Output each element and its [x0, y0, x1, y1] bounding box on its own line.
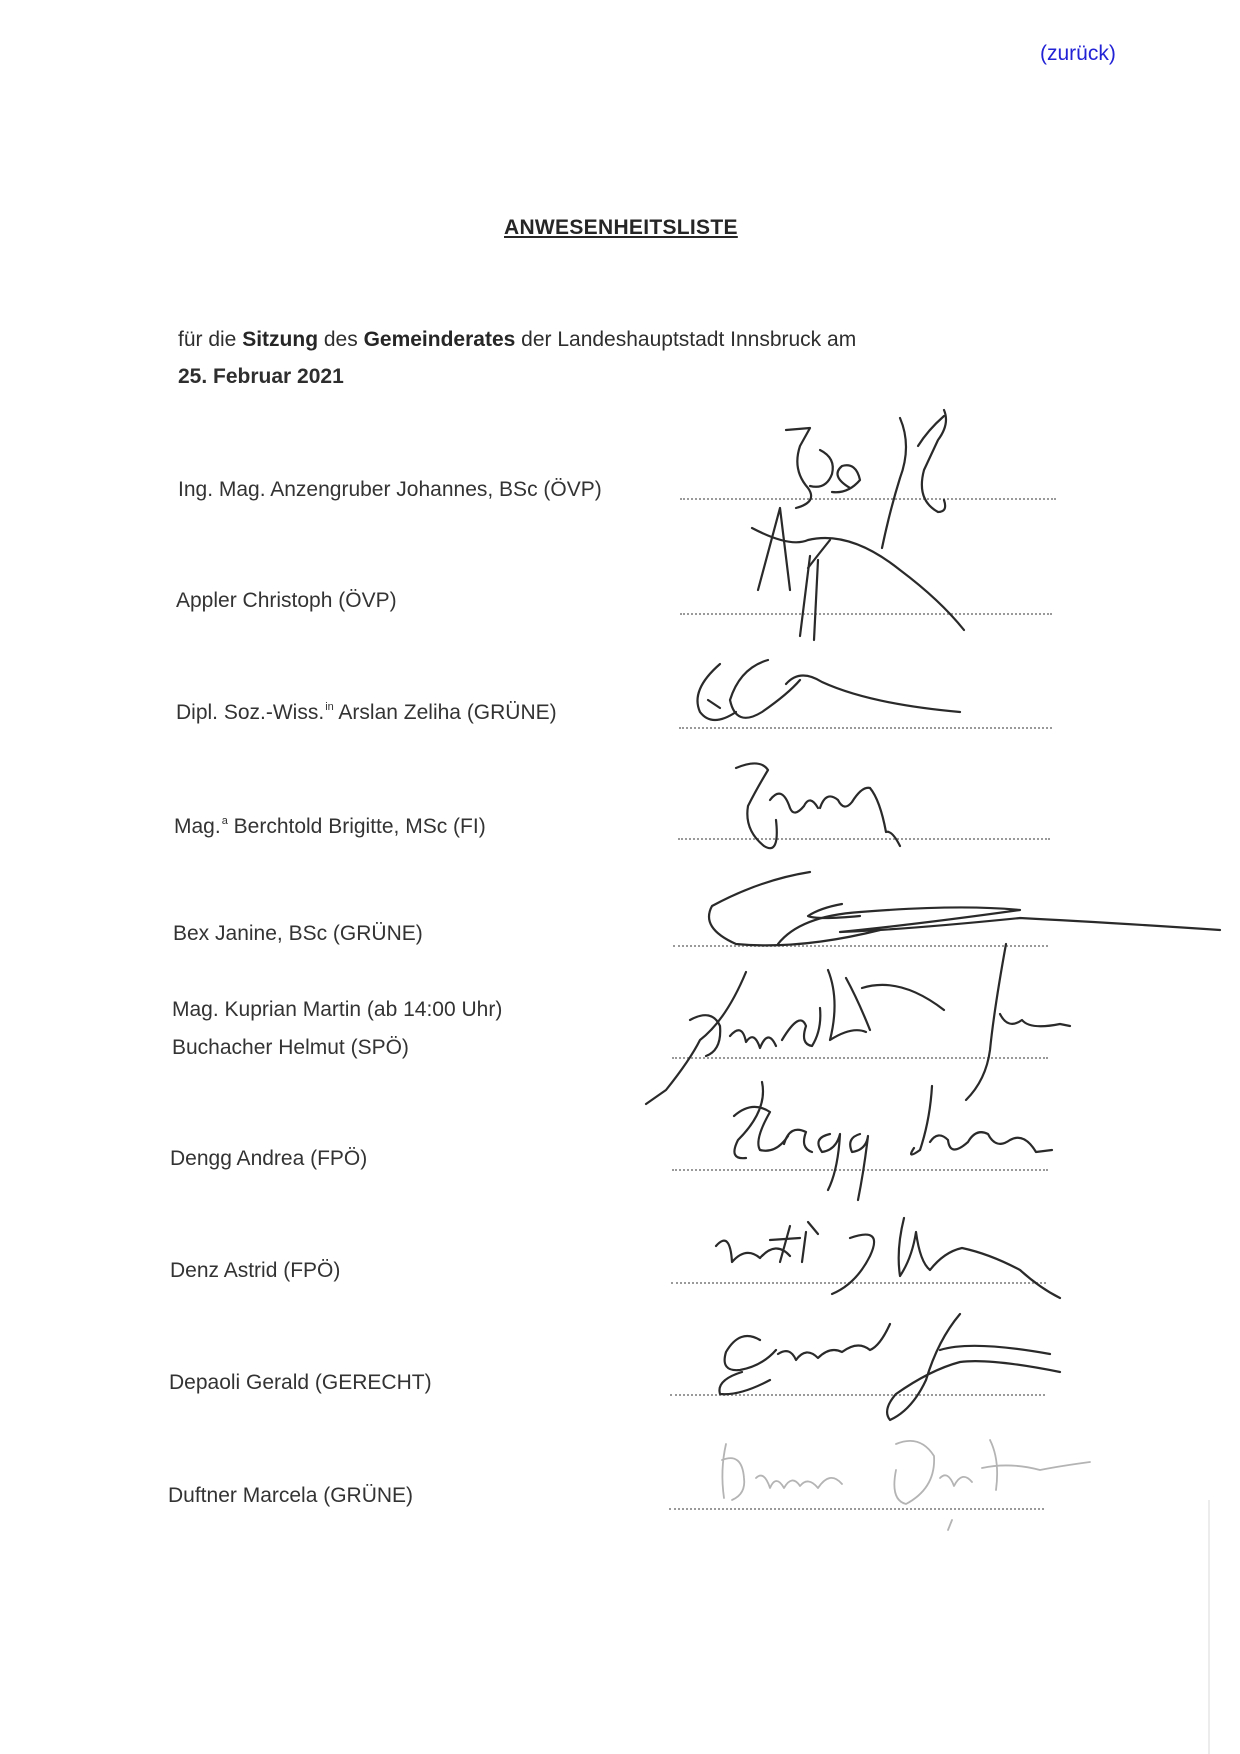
signature-line	[671, 1282, 1046, 1284]
signature-appler	[752, 508, 964, 640]
signature-buchacher	[966, 944, 1070, 1100]
signature-berchtold	[736, 763, 900, 848]
attendee-name: Mag.$^a$ Berchtold Brigitte, MSc (FI)	[174, 815, 486, 838]
attendee-name: Dipl. Soz.-Wiss.$^{in}$ Arslan Zeliha (GRÜNE)	[176, 701, 557, 724]
signature-bex	[709, 872, 1220, 945]
signature-duftner	[722, 1440, 1090, 1530]
signature-denz	[716, 1218, 1060, 1298]
attendee-name: Appler Christoph (ÖVP)	[176, 589, 397, 612]
attendee-name: Depaoli Gerald (GERECHT)	[169, 1371, 432, 1394]
signature-line	[670, 1394, 1045, 1396]
signature-line	[680, 498, 1056, 500]
attendee-name: Dengg Andrea (FPÖ)	[170, 1147, 368, 1170]
signature-line	[680, 613, 1052, 615]
signature-line	[679, 727, 1052, 729]
intro-text: für die Sitzung des Gemeinderates der Landeshauptstadt Innsbruck am	[178, 328, 857, 351]
attendee-name: Mag. Kuprian Martin (ab 14:00 Uhr)	[172, 998, 503, 1021]
attendee-name: Ing. Mag. Anzengruber Johannes, BSc (ÖVP)	[178, 478, 602, 501]
attendee-name: Duftner Marcela (GRÜNE)	[168, 1484, 414, 1507]
signature-line	[672, 1169, 1048, 1171]
signature-line	[678, 838, 1050, 840]
signature-line	[673, 945, 1048, 947]
attendee-name: Buchacher Helmut (SPÖ)	[172, 1036, 409, 1059]
session-date: 25. Februar 2021	[178, 365, 344, 388]
attendee-name: Bex Janine, BSc (GRÜNE)	[173, 922, 423, 945]
signature-kuprian	[646, 970, 944, 1104]
signature-depaoli	[719, 1314, 1060, 1420]
signature-line	[669, 1508, 1044, 1510]
back-link[interactable]: (zurück)	[1040, 42, 1116, 65]
signature-anzengruber	[786, 410, 946, 548]
scan-edge	[1208, 1500, 1210, 1754]
signature-dengg	[734, 1082, 1052, 1200]
signature-line	[672, 1057, 1048, 1059]
signature-arslan	[698, 660, 961, 720]
page-title: ANWESENHEITSLISTE	[504, 216, 738, 239]
attendee-name: Denz Astrid (FPÖ)	[170, 1259, 341, 1282]
